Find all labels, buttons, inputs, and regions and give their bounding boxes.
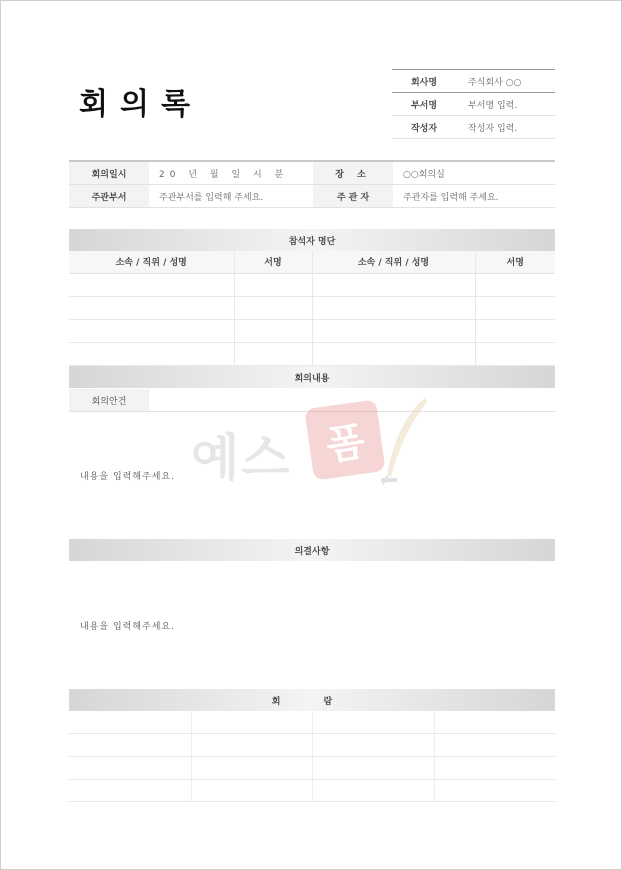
column-header: 서명 [475, 251, 555, 273]
column-header: 소속 / 직위 / 성명 [69, 251, 234, 273]
table-cell[interactable] [69, 342, 234, 365]
place-value[interactable]: ○○회의실 [403, 169, 445, 180]
host-dept-value[interactable]: 주관부서를 입력해 주세요. [159, 192, 264, 203]
company-info-row [392, 70, 555, 93]
circulation-table [69, 711, 555, 802]
table-cell[interactable] [312, 756, 434, 779]
attendees-table [69, 251, 555, 366]
watermark-stamp: 폼 [304, 399, 385, 480]
meeting-content-section-header: 회의내용 [69, 366, 555, 388]
table-cell[interactable] [475, 342, 555, 365]
company-info-table [392, 69, 555, 139]
table-cell[interactable] [191, 756, 312, 779]
table-cell[interactable] [434, 711, 555, 734]
attendees-section-header: 참석자 명단 [69, 229, 555, 251]
watermark-logo [191, 396, 441, 496]
table-cell[interactable] [234, 273, 312, 296]
table-cell[interactable] [191, 711, 312, 734]
department-label: 부서명 [410, 100, 438, 111]
table-row [69, 779, 555, 802]
table-cell[interactable] [69, 711, 191, 734]
table-cell[interactable] [234, 319, 312, 342]
table-cell[interactable] [312, 273, 475, 296]
table-cell[interactable] [234, 296, 312, 319]
meeting-content-text[interactable]: 내용을 입력해주세요. [80, 472, 175, 482]
host-label: 주 관 자 [313, 185, 393, 207]
author-value[interactable]: 작성자 입력. [468, 123, 518, 134]
company-info-row [392, 116, 555, 139]
author-label: 작성자 [410, 123, 438, 134]
quill-icon [381, 396, 431, 486]
host-dept-label: 주관부서 [69, 185, 149, 207]
department-value[interactable]: 부서명 입력. [468, 100, 518, 111]
table-row [69, 734, 555, 757]
table-cell[interactable] [312, 342, 475, 365]
resolution-section-header: 의결사항 [69, 539, 555, 561]
table-row [69, 296, 555, 319]
table-cell[interactable] [191, 779, 312, 802]
meta-row [69, 162, 555, 185]
table-cell[interactable] [69, 296, 234, 319]
date-label: 회의일시 [69, 162, 149, 184]
table-cell[interactable] [69, 734, 191, 757]
company-label: 회사명 [410, 77, 438, 88]
table-row [69, 319, 555, 342]
table-cell[interactable] [434, 756, 555, 779]
table-cell[interactable] [312, 711, 434, 734]
table-cell[interactable] [475, 296, 555, 319]
meta-row [69, 185, 555, 208]
table-cell[interactable] [434, 734, 555, 757]
watermark-text: 예스 [191, 429, 292, 487]
meeting-meta-table [69, 160, 555, 208]
table-cell[interactable] [191, 734, 312, 757]
table-cell[interactable] [69, 756, 191, 779]
company-info-row [392, 93, 555, 116]
table-cell[interactable] [475, 319, 555, 342]
agenda-label: 회의안건 [69, 389, 149, 411]
table-cell[interactable] [312, 734, 434, 757]
table-cell[interactable] [312, 296, 475, 319]
place-label: 장 소 [313, 162, 393, 184]
table-cell[interactable] [475, 273, 555, 296]
host-value[interactable]: 주관자를 입력해 주세요. [403, 192, 499, 203]
circulation-section-header: 회 람 [69, 689, 555, 711]
resolution-content-text[interactable]: 내용을 입력해주세요. [80, 622, 175, 632]
table-cell[interactable] [69, 273, 234, 296]
table-row [69, 273, 555, 296]
table-cell[interactable] [312, 779, 434, 802]
column-header: 서명 [234, 251, 312, 273]
table-cell[interactable] [69, 779, 191, 802]
page-title: 회의록 [79, 87, 202, 122]
table-cell[interactable] [234, 342, 312, 365]
column-header: 소속 / 직위 / 성명 [312, 251, 475, 273]
table-row [69, 756, 555, 779]
company-value[interactable]: 주식회사 ○○ [468, 77, 522, 88]
table-cell[interactable] [434, 779, 555, 802]
table-cell[interactable] [69, 319, 234, 342]
table-row [69, 342, 555, 365]
date-value[interactable]: 20 년 월 일 시 분 [159, 169, 289, 180]
table-row [69, 711, 555, 734]
table-cell[interactable] [312, 319, 475, 342]
